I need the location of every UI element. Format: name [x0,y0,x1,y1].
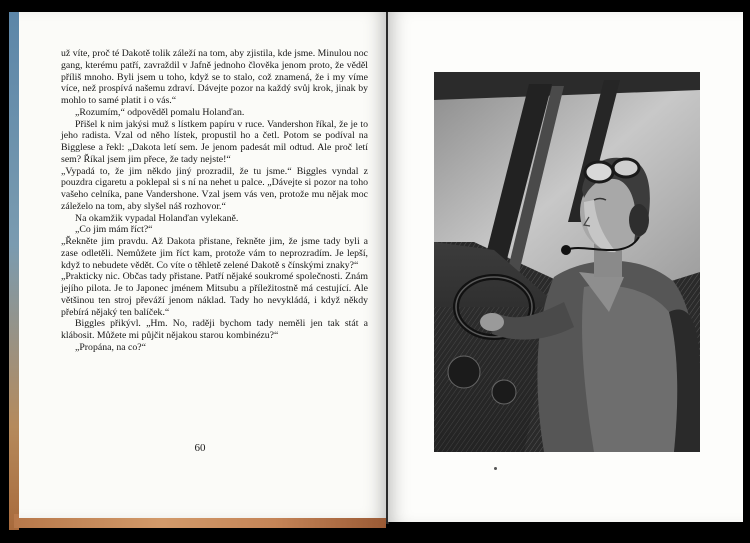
pilot-cockpit-illustration [434,72,700,452]
paragraph: Přišel k nim jakýsi muž s lístkem papíru v ruce. Vandershon říkal, že je to jeho radista. Vzal od něho lístek, propustil ho a četl. Potom se podíval na Bigglese a řekl: „Dakota letí sem. Je jenom padesát mil odtud. Ale proč letí sem? Říkal jsem jim přece, že tady nejste!“ [61,118,368,165]
paragraph: „Prakticky nic. Občas tady přistane. Patří nějaké soukromé společnosti. Znám jejího pilota. Je to Japonec jménem Mitsubu a příležitostně má cestující. Ale většinou ten stroj převáží jenom náklad. Tady ho nevykládá, i když někdy přebírá nějaký ten balíček.“ [61,271,368,318]
paragraph: už víte, proč té Dakotě tolik záleží na tom, aby zjistila, kde jsme. Minulou noc gang, kterému patří, zavraždil v Jafně jednoho člověka jenom proto, že věděl příliš mnoho. Byli jsem u toho, když se to stalo, což znamená, že i my víme více, než prospívá našemu zdraví. Dávejte pozor na každý svůj krok, jinak by mohlo to samé platit i o vás.“ [61,48,368,106]
paragraph: „Řekněte jim pravdu. Až Dakota přistane, řekněte jim, že jsme tady byli a zase odletěli. Nemůžete jim říct kam, protože vám to neprozradím. Je lepší, když to nebudete vědět. Co víte o těhletě zelené Dakotě s čínskými znaky?“ [61,236,368,271]
paragraph: Biggles přikývl. „Hm. No, raději bychom tady neměli jen tak stát a klábosit. Můžete mi půjčit nějakou starou kombinézu?“ [61,318,368,341]
book-cover-edge [9,12,19,530]
paragraph: „Vypadá to, že jim někdo jiný prozradil, že tu jsme.“ Biggles vyndal z pouzdra cigaretu a poklepal si s ní na nehet u palce. „Dávejte si pozor na toho vašeho celníka, pane Vandershone. Vzal jsem vás ven, protože mu nějak moc záleželo na tom, aby slyšel náš rozhovor.“ [61,165,368,212]
paragraph: Na okamžik vypadal Holanďan vylekaně. [75,212,239,224]
paragraph: „Propána, na co?“ [75,341,146,353]
paragraph: „Rozumím,“ odpověděl pomalu Holanďan. [75,106,245,118]
paragraph: „Co jim mám říct?“ [75,224,153,236]
left-page-text [61,48,368,354]
page-mark [494,467,497,470]
page-number: 60 [194,442,206,454]
